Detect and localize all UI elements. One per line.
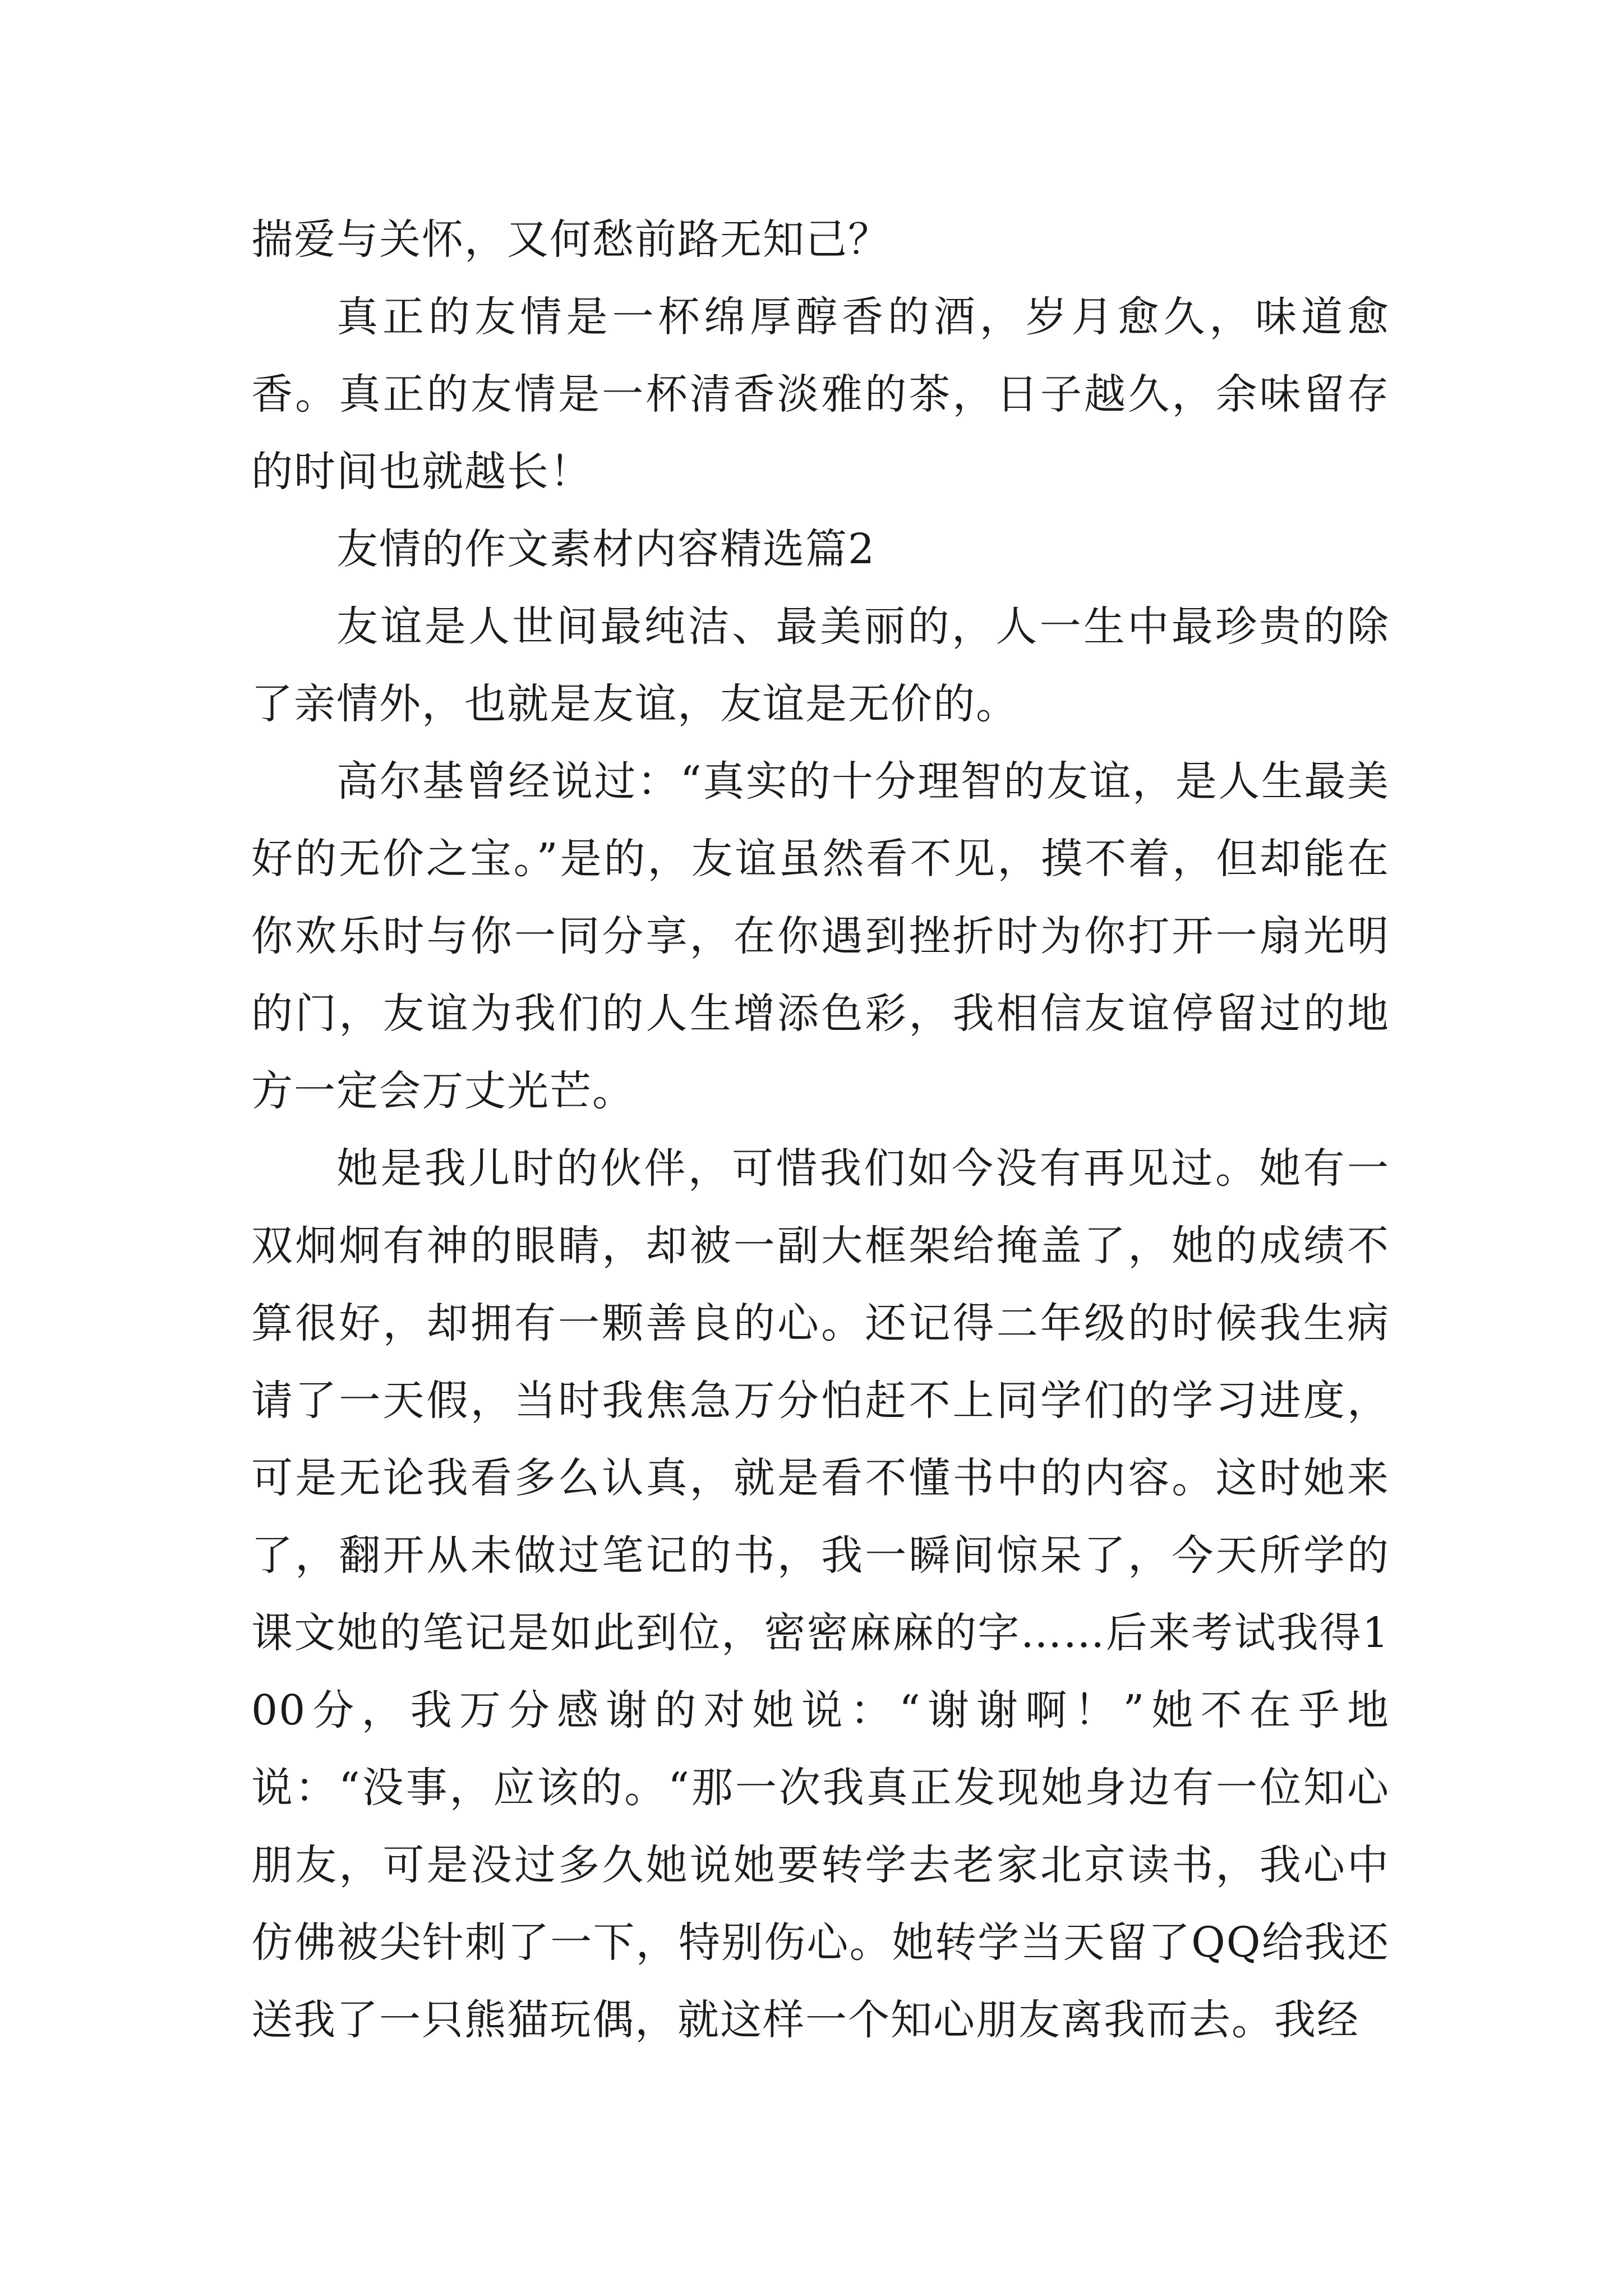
- paragraph-2: 真正的友情是一杯绵厚醇香的酒，岁月愈久，味道愈香。真正的友情是一杯清香淡雅的茶，日子越久，余味留存的时间也就越长！: [251, 293, 1390, 496]
- paragraph-1: 揣爱与关怀，又何愁前路无知己？: [251, 215, 891, 264]
- paragraph-5: 她是我儿时的伙伴，可惜我们如今没有再见过。她有一双炯炯有神的眼睛，却被一副大框架给掩盖了，她的成绩不算很好，却拥有一颗善良的心。还记得二年级的时候我生病请了一天假，当时我焦急万分怕赶不上同学们的学习进度，可是无论我看多么认真，就是看不懂书中的内容。这时她来了，翻开从未做过笔记的书，我一瞬间惊呆了，今天所学的课文她的笔记是如此到位，密密麻麻的字……后来考试我得100分，我万分感谢的对她说：“谢谢啊！”她不在乎地说：“没事，应该的。“那一次我真正发现她身边有一位知心朋友，可是没过多久她说她要转学去老家北京读书，我心中仿佛被尖针刺了一下，特别伤心。她转学当天留了QQ给我还送我了一只熊猫玩偶，就这样一个知心朋友离我而去。我经: [251, 1144, 1390, 2044]
- document-body: [251, 201, 1390, 2059]
- paragraph-4: 高尔基曾经说过：“真实的十分理智的友谊，是人生最美好的无价之宝。”是的，友谊虽然看不见，摸不着，但却能在你欢乐时与你一同分享，在你遇到挫折时为你打开一扇光明的门，友谊为我们的人生增添色彩，我相信友谊停留过的地方一定会万丈光芒。: [251, 757, 1390, 1115]
- paragraph-3: 友谊是人世间最纯洁、最美丽的，人一生中最珍贵的除了亲情外，也就是友谊，友谊是无价的。: [251, 602, 1390, 728]
- section-heading: 友情的作文素材内容精选篇2: [336, 525, 876, 573]
